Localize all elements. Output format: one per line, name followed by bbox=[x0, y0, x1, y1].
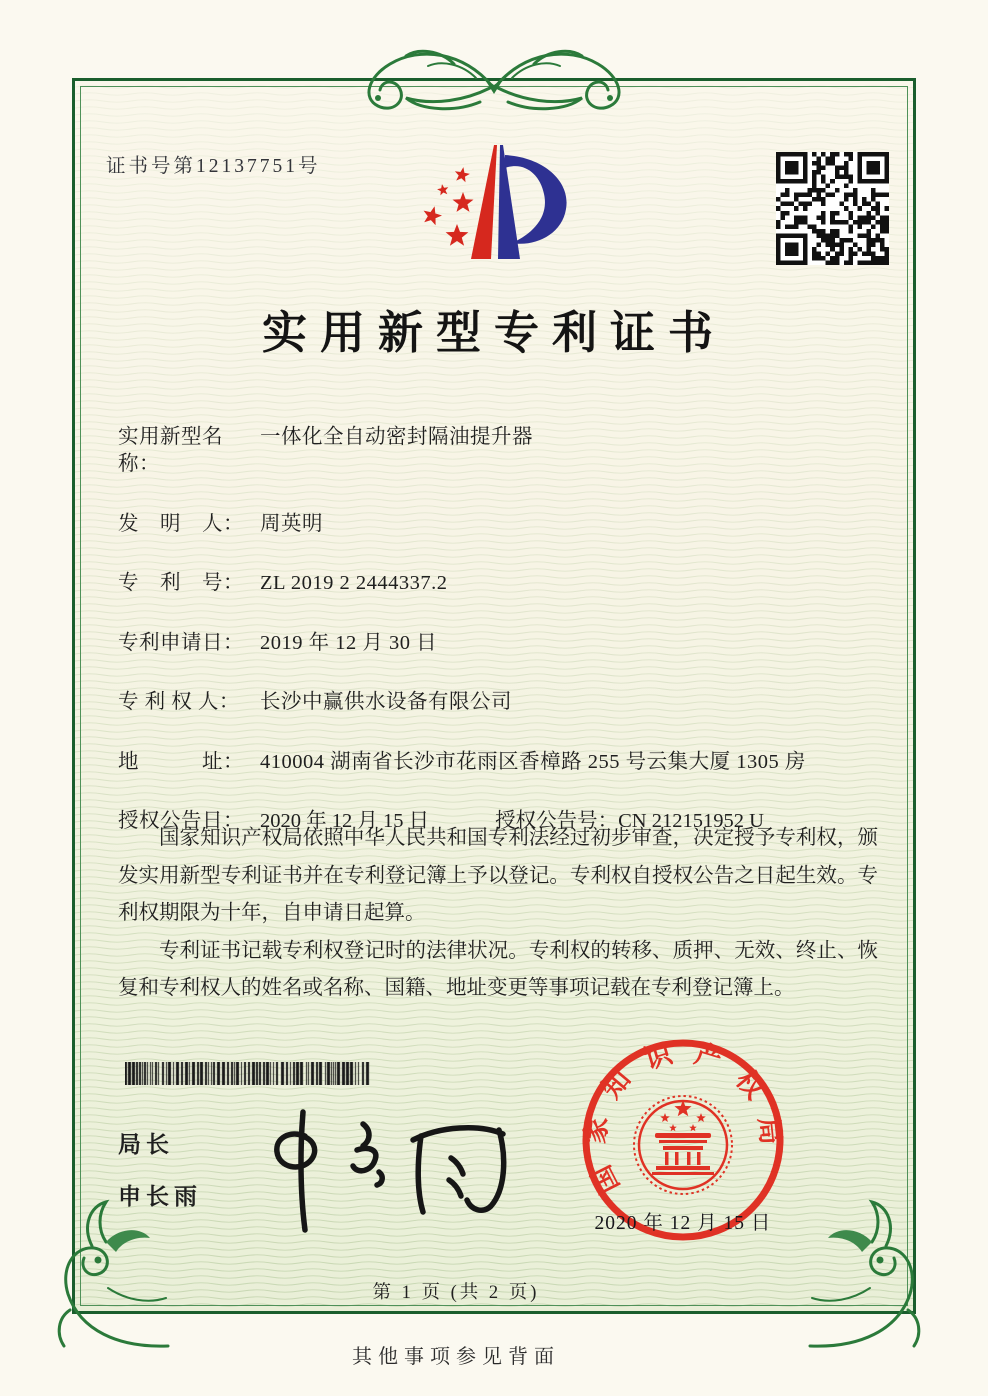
field-value: 410004 湖南省长沙市花雨区香樟路 255 号云集大厦 1305 房 bbox=[260, 750, 806, 773]
svg-text:知: 知 bbox=[596, 1064, 637, 1105]
field-value: 周英明 bbox=[260, 512, 323, 535]
field-label: 专利申请日： bbox=[118, 631, 244, 654]
certificate-title: 实用新型专利证书 bbox=[261, 308, 726, 358]
field-label: 专 利 号： bbox=[118, 572, 244, 594]
field-utility-model-name bbox=[118, 424, 886, 478]
grant-number-value: CN 212151952 U bbox=[618, 810, 764, 832]
field-label: 专 利 权 人： bbox=[118, 691, 240, 713]
svg-text:识: 识 bbox=[641, 1038, 676, 1075]
field-value: 2020 年 12 月 15 日 bbox=[260, 810, 430, 832]
field-label: 发 明 人： bbox=[118, 512, 244, 535]
seal-date: 2020 年 12 月 15 日 bbox=[594, 1213, 772, 1234]
field-inventor bbox=[118, 511, 886, 538]
bottom-right-corner-flourish bbox=[806, 1196, 930, 1354]
field-value: 2019 年 12 月 30 日 bbox=[260, 631, 438, 654]
field-value: ZL 2019 2 2444337.2 bbox=[260, 572, 448, 594]
cnipa-patent-logo-icon bbox=[415, 143, 580, 275]
signer-block bbox=[118, 1126, 202, 1211]
signer-title: 局长 bbox=[118, 1132, 174, 1157]
svg-text:家: 家 bbox=[580, 1115, 613, 1146]
svg-text:产: 产 bbox=[691, 1038, 726, 1076]
handwritten-signature-icon bbox=[245, 1106, 525, 1236]
svg-text:权: 权 bbox=[729, 1064, 771, 1105]
bottom-left-corner-flourish bbox=[48, 1196, 172, 1354]
field-address bbox=[118, 749, 886, 776]
legal-text bbox=[118, 820, 878, 1008]
field-patentee bbox=[118, 689, 886, 716]
field-filing-date bbox=[118, 630, 886, 657]
legal-paragraph-2: 专利证书记载专利权登记时的法律状况。专利权的转移、质押、无效、终止、恢复和专利权人的姓名或名称、国籍、地址变更等事项记载在专利登记簿上。 bbox=[118, 939, 878, 999]
signer-name: 申长雨 bbox=[118, 1184, 202, 1209]
qr-code-icon bbox=[776, 152, 889, 265]
top-center-flourish-ornament bbox=[344, 34, 644, 126]
svg-text:国: 国 bbox=[585, 1160, 625, 1199]
grant-number-label: 授权公告号： bbox=[495, 810, 619, 832]
field-label: 实用新型名称： bbox=[118, 426, 223, 475]
field-label: 授权公告日： bbox=[118, 810, 244, 832]
barcode-icon bbox=[125, 1062, 373, 1085]
certificate-number: 证书号第12137751号 bbox=[106, 156, 321, 177]
field-list bbox=[118, 424, 886, 868]
field-value: 一体化全自动密封隔油提升器 bbox=[260, 426, 533, 448]
field-label: 地 址： bbox=[118, 750, 244, 773]
legal-paragraph-1: 国家知识产权局依照中华人民共和国专利法经过初步审查，决定授予专利权，颁发实用新型专利证书并在专利登记簿上予以登记。专利权自授权公告之日起生效。专利权期限为十年，自申请日起算。 bbox=[118, 827, 878, 924]
page-indicator: 第 1 页 (共 2 页) bbox=[372, 1283, 540, 1303]
back-side-note: 其他事项参见背面 bbox=[352, 1346, 560, 1368]
field-value: 长沙中赢供水设备有限公司 bbox=[260, 691, 512, 713]
field-patent-number bbox=[118, 570, 886, 597]
svg-text:局: 局 bbox=[753, 1115, 786, 1146]
